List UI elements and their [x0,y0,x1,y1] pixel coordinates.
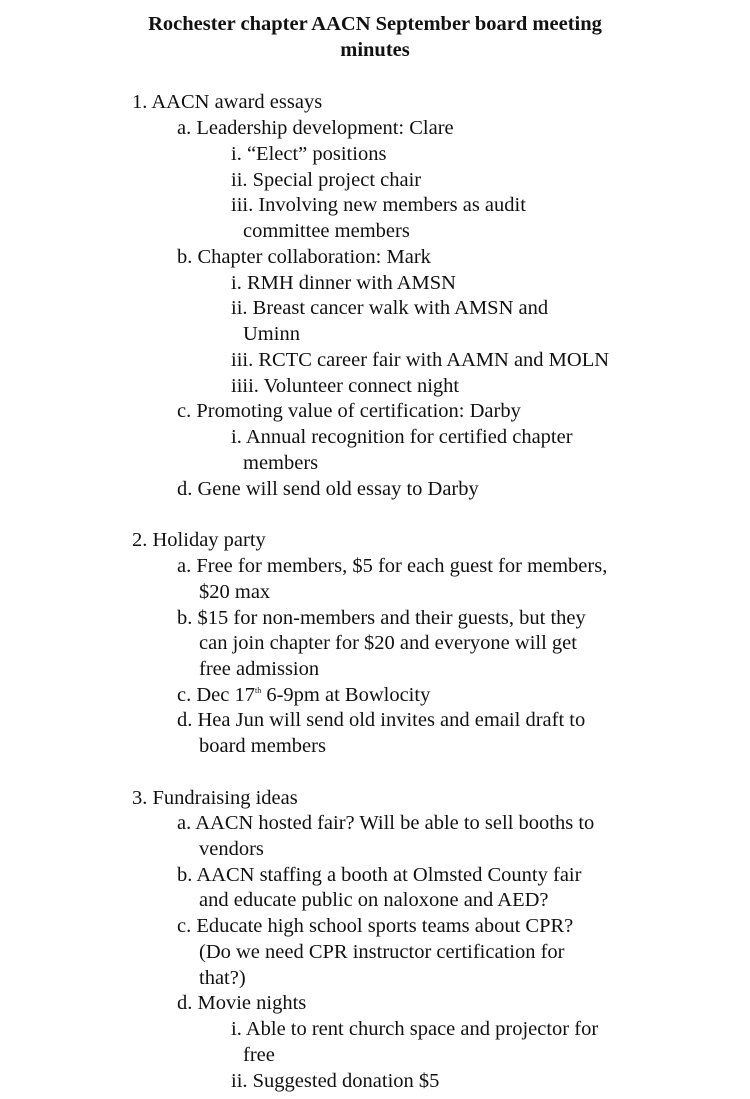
item-non-members-fee-cont-1: can join chapter for $20 and everyone will get [199,632,577,654]
section-heading-award-essays: 1. AACN award essays [132,91,323,113]
item-movie-nights: d. Movie nights [177,992,307,1014]
party-date-text: c. Dec 17 [177,684,255,706]
item-send-invites: d. Hea Jun will send old invites and email draft to [177,709,586,731]
document-title-line-1: Rochester chapter AACN September board meeting [148,13,602,35]
item-county-fair-booth: b. AACN staffing a booth at Olmsted County fair [177,864,582,886]
subitem-elect-positions: i. “Elect” positions [231,143,387,165]
subitem-annual-recognition: i. Annual recognition for certified chapter [231,426,573,448]
item-hosted-fair-cont: vendors [199,838,264,860]
item-county-fair-booth-cont: and educate public on naloxone and AED? [199,889,549,911]
document-title-line-2: minutes [340,39,410,61]
subitem-breast-cancer-walk: ii. Breast cancer walk with AMSN and [231,297,549,319]
item-non-members-fee: b. $15 for non-members and their guests, but they [177,607,586,629]
subitem-rmh-dinner: i. RMH dinner with AMSN [231,272,456,294]
item-hosted-fair: a. AACN hosted fair? Will be able to sell booths to [177,812,595,834]
item-gene-send-essay: d. Gene will send old essay to Darby [177,478,479,500]
item-non-members-fee-cont-2: free admission [199,658,320,680]
subitem-special-project-chair: ii. Special project chair [231,169,422,191]
item-leadership-development: a. Leadership development: Clare [177,117,454,139]
subitem-involving-new-members: iii. Involving new members as audit [231,194,526,216]
subitem-suggested-donation: ii. Suggested donation $5 [231,1070,440,1092]
subitem-rctc-career-fair: iii. RCTC career fair with AAMN and MOLN [231,349,610,371]
item-promoting-certification: c. Promoting value of certification: Darby [177,400,521,422]
party-date-ordinal: th [254,686,262,695]
section-heading-holiday-party: 2. Holiday party [132,529,266,551]
item-party-date [177,682,430,708]
subitem-rent-church-space: i. Able to rent church space and projector for [231,1018,599,1040]
subitem-breast-cancer-walk-cont: Uminn [243,323,300,345]
subitem-annual-recognition-cont: members [243,452,319,474]
subitem-rent-church-space-cont: free [243,1044,275,1066]
item-educate-cpr-cont-1: (Do we need CPR instructor certification for [199,941,565,963]
item-free-for-members-cont: $20 max [199,581,271,603]
item-chapter-collaboration: b. Chapter collaboration: Mark [177,246,431,268]
section-heading-fundraising: 3. Fundraising ideas [132,787,298,809]
item-send-invites-cont: board members [199,735,326,757]
subitem-volunteer-connect-night: iiii. Volunteer connect night [231,375,460,397]
party-date-location: 6-9pm at Bowlocity [261,684,431,706]
item-free-for-members: a. Free for members, $5 for each guest for members, [177,555,608,577]
subitem-involving-new-members-cont: committee members [243,220,410,242]
item-educate-cpr: c. Educate high school sports teams about CPR? [177,915,574,937]
item-educate-cpr-cont-2: that?) [199,967,246,989]
